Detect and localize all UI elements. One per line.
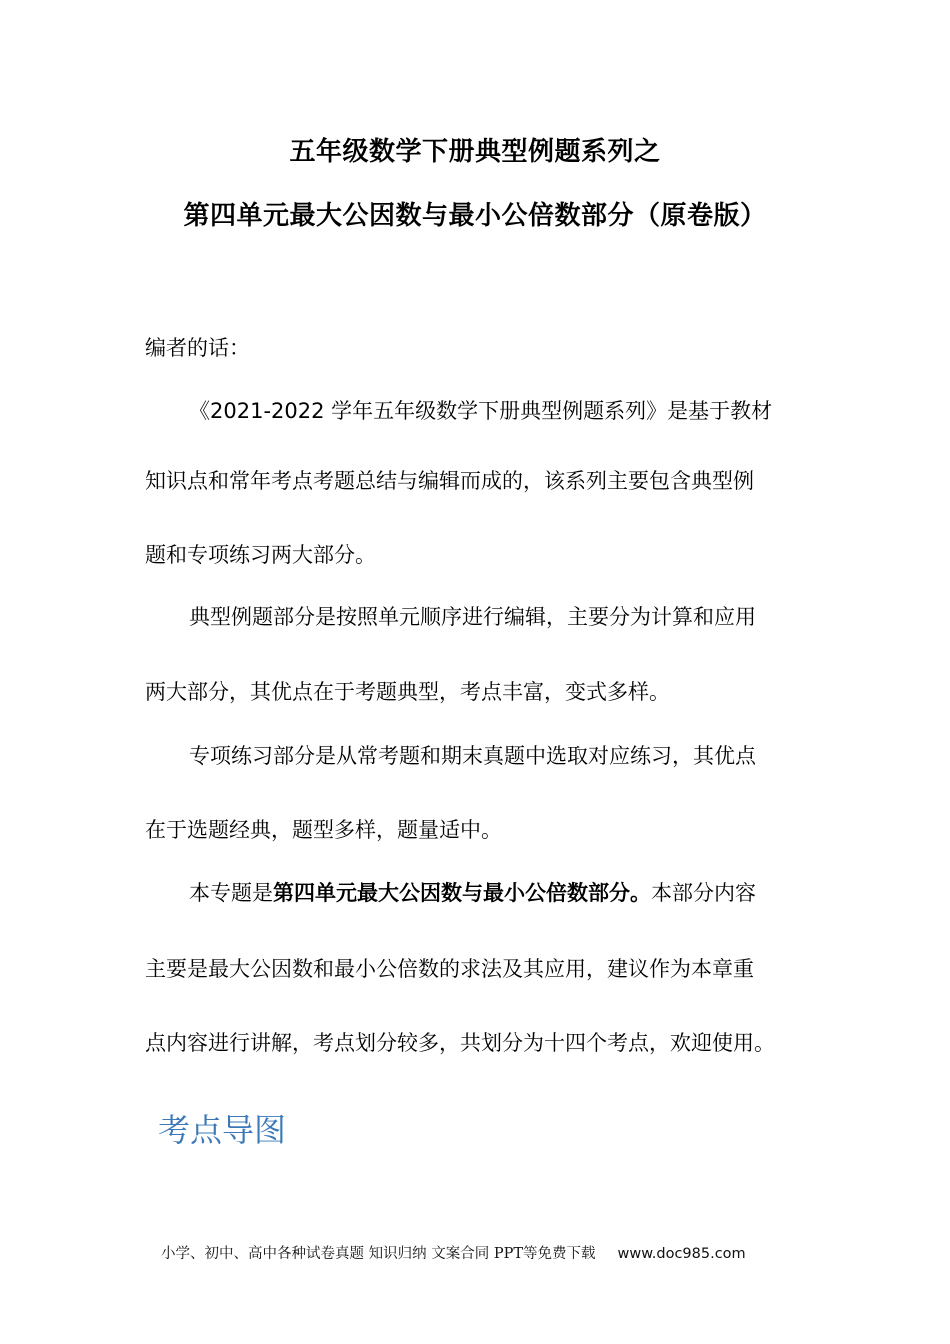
- body-line-7: 在于选题经典，题型多样，题量适中。: [145, 818, 502, 842]
- body-line-8: [189, 878, 756, 908]
- footer-text: 小学、初中、高中各种试卷真题 知识归纳 文案合同 PPT等免费下载: [161, 1246, 596, 1262]
- footer-site-link[interactable]: www.doc985.com: [617, 1246, 746, 1262]
- para4-suffix: 本部分内容: [651, 881, 756, 905]
- body-line-1: 《2021-2022 学年五年级数学下册典型例题系列》是基于教材: [189, 399, 773, 423]
- document-title-line-1: 五年级数学下册典型例题系列之: [289, 137, 661, 167]
- para4-bold-topic: 第四单元最大公因数与最小公倍数部分。: [273, 881, 651, 905]
- body-line-3: 题和专项练习两大部分。: [145, 543, 376, 567]
- body-line-6: 专项练习部分是从常考题和期末真题中选取对应练习，其优点: [189, 744, 756, 768]
- para4-prefix: 本专题是: [189, 881, 273, 905]
- body-line-9: 主要是最大公因数和最小公倍数的求法及其应用，建议作为本章重: [145, 957, 754, 981]
- document-title-line-2: 第四单元最大公因数与最小公倍数部分（原卷版）: [183, 201, 767, 231]
- page-footer: [161, 1244, 746, 1264]
- section-heading: 考点导图: [158, 1111, 287, 1149]
- body-line-2: 知识点和常年考点考题总结与编辑而成的，该系列主要包含典型例: [145, 469, 754, 493]
- body-line-4: 典型例题部分是按照单元顺序进行编辑，主要分为计算和应用: [189, 605, 756, 629]
- body-line-10: 点内容进行讲解，考点划分较多，共划分为十四个考点，欢迎使用。: [145, 1031, 775, 1055]
- intro-label: 编者的话：: [145, 336, 250, 360]
- body-line-5: 两大部分，其优点在于考题典型，考点丰富，变式多样。: [145, 680, 670, 704]
